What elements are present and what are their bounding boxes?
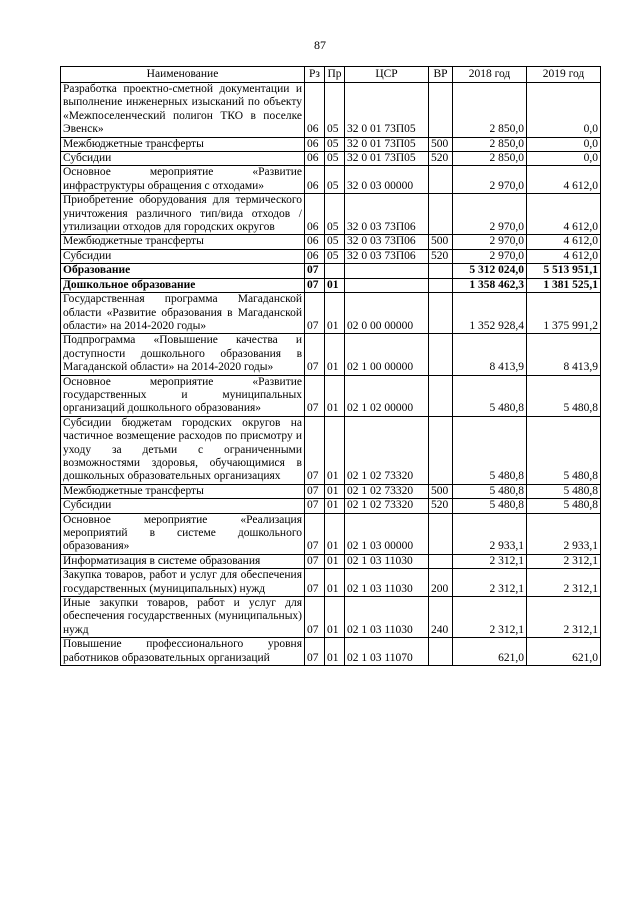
row-vr: 500 [429, 235, 453, 249]
row-2018: 8 413,9 [453, 334, 527, 375]
table-row [61, 638, 601, 666]
row-rz: 07 [305, 416, 325, 484]
row-name: Повышение профессионального уровня работников образовательных организаций [61, 638, 305, 666]
row-csr: 02 1 03 11030 [345, 597, 429, 638]
row-vr: 520 [429, 152, 453, 166]
row-2018: 5 312 024,0 [453, 264, 527, 278]
header-rz: Рз [305, 67, 325, 83]
row-2019: 5 480,8 [527, 499, 601, 513]
row-pr: 01 [325, 293, 345, 334]
row-name: Основное мероприятие «Реализация мероприятий в системе дошкольного образования» [61, 513, 305, 554]
table-body [61, 83, 601, 666]
row-pr: 05 [325, 137, 345, 151]
row-rz: 07 [305, 638, 325, 666]
row-vr [429, 194, 453, 235]
row-csr: 32 0 03 73П06 [345, 249, 429, 263]
row-name: Информатизация в системе образования [61, 554, 305, 568]
row-pr: 01 [325, 597, 345, 638]
row-rz: 06 [305, 194, 325, 235]
row-pr: 01 [325, 513, 345, 554]
table-row [61, 249, 601, 263]
row-2018: 2 312,1 [453, 597, 527, 638]
row-vr: 240 [429, 597, 453, 638]
row-vr: 500 [429, 484, 453, 498]
row-name: Образование [61, 264, 305, 278]
row-csr: 02 1 03 11070 [345, 638, 429, 666]
row-2019: 2 933,1 [527, 513, 601, 554]
table-row [61, 293, 601, 334]
table-row [61, 416, 601, 484]
row-csr: 02 1 02 00000 [345, 375, 429, 416]
table-row [61, 499, 601, 513]
row-csr: 02 1 02 73320 [345, 484, 429, 498]
row-csr: 32 0 01 73П05 [345, 83, 429, 138]
row-2019: 5 480,8 [527, 484, 601, 498]
row-rz: 06 [305, 137, 325, 151]
row-vr [429, 278, 453, 292]
row-csr: 02 0 00 00000 [345, 293, 429, 334]
row-csr: 02 1 03 11030 [345, 554, 429, 568]
table-row [61, 569, 601, 597]
row-name: Субсидии [61, 499, 305, 513]
table-row [61, 235, 601, 249]
row-name: Разработка проектно-сметной документации и выполнение инженерных изысканий по объекту «Межпоселенческий полигон ТКО в поселке Эвенск» [61, 83, 305, 138]
row-vr: 520 [429, 499, 453, 513]
table-row [61, 137, 601, 151]
row-pr: 05 [325, 235, 345, 249]
row-name: Дошкольное образование [61, 278, 305, 292]
row-rz: 07 [305, 375, 325, 416]
row-vr [429, 375, 453, 416]
row-2019: 621,0 [527, 638, 601, 666]
row-2019: 1 381 525,1 [527, 278, 601, 292]
row-csr: 32 0 03 00000 [345, 166, 429, 194]
row-2018: 2 312,1 [453, 569, 527, 597]
row-csr: 02 1 02 73320 [345, 499, 429, 513]
row-rz: 07 [305, 569, 325, 597]
row-name: Государственная программа Магаданской области «Развитие образования в Магаданской области» на 2014-2020 годы» [61, 293, 305, 334]
row-rz: 06 [305, 235, 325, 249]
row-2019: 0,0 [527, 152, 601, 166]
row-csr: 02 1 02 73320 [345, 416, 429, 484]
row-2018: 5 480,8 [453, 499, 527, 513]
table-row [61, 83, 601, 138]
row-2018: 1 352 928,4 [453, 293, 527, 334]
row-2018: 2 850,0 [453, 152, 527, 166]
row-2018: 2 933,1 [453, 513, 527, 554]
table-row [61, 194, 601, 235]
row-pr: 01 [325, 569, 345, 597]
row-vr [429, 293, 453, 334]
row-pr: 01 [325, 334, 345, 375]
row-csr: 32 0 01 73П05 [345, 137, 429, 151]
row-2019: 5 480,8 [527, 375, 601, 416]
row-2019: 4 612,0 [527, 194, 601, 235]
table-row [61, 597, 601, 638]
header-name: Наименование [61, 67, 305, 83]
row-name: Закупка товаров, работ и услуг для обеспечения государственных (муниципальных) нужд [61, 569, 305, 597]
row-csr: 02 1 03 11030 [345, 569, 429, 597]
row-vr [429, 166, 453, 194]
row-rz: 06 [305, 249, 325, 263]
row-2018: 1 358 462,3 [453, 278, 527, 292]
row-2018: 2 850,0 [453, 83, 527, 138]
row-name: Приобретение оборудования для термического уничтожения различного тип/вида отходов /утилизации отходов для городских округов [61, 194, 305, 235]
row-rz: 07 [305, 334, 325, 375]
row-name: Субсидии [61, 249, 305, 263]
row-vr [429, 83, 453, 138]
row-vr [429, 513, 453, 554]
row-csr [345, 278, 429, 292]
row-rz: 06 [305, 83, 325, 138]
row-pr: 05 [325, 194, 345, 235]
header-vr: ВР [429, 67, 453, 83]
row-pr: 01 [325, 375, 345, 416]
row-vr: 200 [429, 569, 453, 597]
row-name: Основное мероприятие «Развитие инфраструктуры обращения с отходами» [61, 166, 305, 194]
row-vr: 500 [429, 137, 453, 151]
table-row [61, 264, 601, 278]
row-rz: 06 [305, 152, 325, 166]
header-2018: 2018 год [453, 67, 527, 83]
table-row [61, 152, 601, 166]
header-pr: Пр [325, 67, 345, 83]
table-row [61, 375, 601, 416]
row-rz: 07 [305, 513, 325, 554]
header-csr: ЦСР [345, 67, 429, 83]
row-2019: 4 612,0 [527, 235, 601, 249]
row-pr: 01 [325, 499, 345, 513]
row-2018: 621,0 [453, 638, 527, 666]
row-2019: 1 375 991,2 [527, 293, 601, 334]
row-vr [429, 264, 453, 278]
row-csr: 32 0 03 73П06 [345, 194, 429, 235]
row-name: Межбюджетные трансферты [61, 235, 305, 249]
row-2018: 5 480,8 [453, 484, 527, 498]
row-2019: 2 312,1 [527, 569, 601, 597]
row-2018: 2 850,0 [453, 137, 527, 151]
row-csr: 32 0 01 73П05 [345, 152, 429, 166]
row-name: Иные закупки товаров, работ и услуг для обеспечения государственных (муниципальных) нужд [61, 597, 305, 638]
row-rz: 07 [305, 499, 325, 513]
row-vr [429, 334, 453, 375]
row-pr: 05 [325, 83, 345, 138]
page-number: 87 [314, 38, 326, 52]
row-pr: 05 [325, 152, 345, 166]
row-2018: 2 970,0 [453, 249, 527, 263]
row-2019: 5 480,8 [527, 416, 601, 484]
row-csr: 32 0 03 73П06 [345, 235, 429, 249]
table-row [61, 278, 601, 292]
row-2019: 4 612,0 [527, 166, 601, 194]
budget-table [60, 66, 601, 666]
row-2019: 5 513 951,1 [527, 264, 601, 278]
row-2019: 2 312,1 [527, 597, 601, 638]
row-rz: 07 [305, 278, 325, 292]
header-row [61, 67, 601, 83]
row-vr [429, 554, 453, 568]
row-2018: 2 970,0 [453, 194, 527, 235]
row-csr: 02 1 00 00000 [345, 334, 429, 375]
row-pr: 01 [325, 638, 345, 666]
row-rz: 07 [305, 264, 325, 278]
row-2019: 0,0 [527, 137, 601, 151]
row-name: Межбюджетные трансферты [61, 484, 305, 498]
row-pr: 01 [325, 416, 345, 484]
row-name: Субсидии бюджетам городских округов на частичное возмещение расходов по присмотру и уходу за детьми с ограниченными возможностями здоровья, обучающимися в дошкольных образовательных организациях [61, 416, 305, 484]
row-2019: 8 413,9 [527, 334, 601, 375]
row-pr: 01 [325, 554, 345, 568]
row-csr [345, 264, 429, 278]
table-row [61, 334, 601, 375]
row-pr: 05 [325, 166, 345, 194]
row-2018: 5 480,8 [453, 375, 527, 416]
row-vr [429, 638, 453, 666]
row-name: Межбюджетные трансферты [61, 137, 305, 151]
row-name: Подпрограмма «Повышение качества и доступности дошкольного образования в Магаданской области» на 2014-2020 годы» [61, 334, 305, 375]
table-row [61, 166, 601, 194]
row-pr: 01 [325, 278, 345, 292]
table-row [61, 554, 601, 568]
header-2019: 2019 год [527, 67, 601, 83]
row-pr: 05 [325, 249, 345, 263]
row-rz: 07 [305, 554, 325, 568]
row-vr: 520 [429, 249, 453, 263]
row-2018: 2 312,1 [453, 554, 527, 568]
row-2018: 5 480,8 [453, 416, 527, 484]
row-name: Субсидии [61, 152, 305, 166]
row-2019: 0,0 [527, 83, 601, 138]
row-pr [325, 264, 345, 278]
row-vr [429, 416, 453, 484]
row-pr: 01 [325, 484, 345, 498]
table-row [61, 513, 601, 554]
row-rz: 06 [305, 166, 325, 194]
row-name: Основное мероприятие «Развитие государственных и муниципальных организаций дошкольного образования» [61, 375, 305, 416]
row-2018: 2 970,0 [453, 235, 527, 249]
row-csr: 02 1 03 00000 [345, 513, 429, 554]
row-rz: 07 [305, 293, 325, 334]
row-rz: 07 [305, 484, 325, 498]
row-rz: 07 [305, 597, 325, 638]
row-2018: 2 970,0 [453, 166, 527, 194]
table-row [61, 484, 601, 498]
row-2019: 2 312,1 [527, 554, 601, 568]
row-2019: 4 612,0 [527, 249, 601, 263]
